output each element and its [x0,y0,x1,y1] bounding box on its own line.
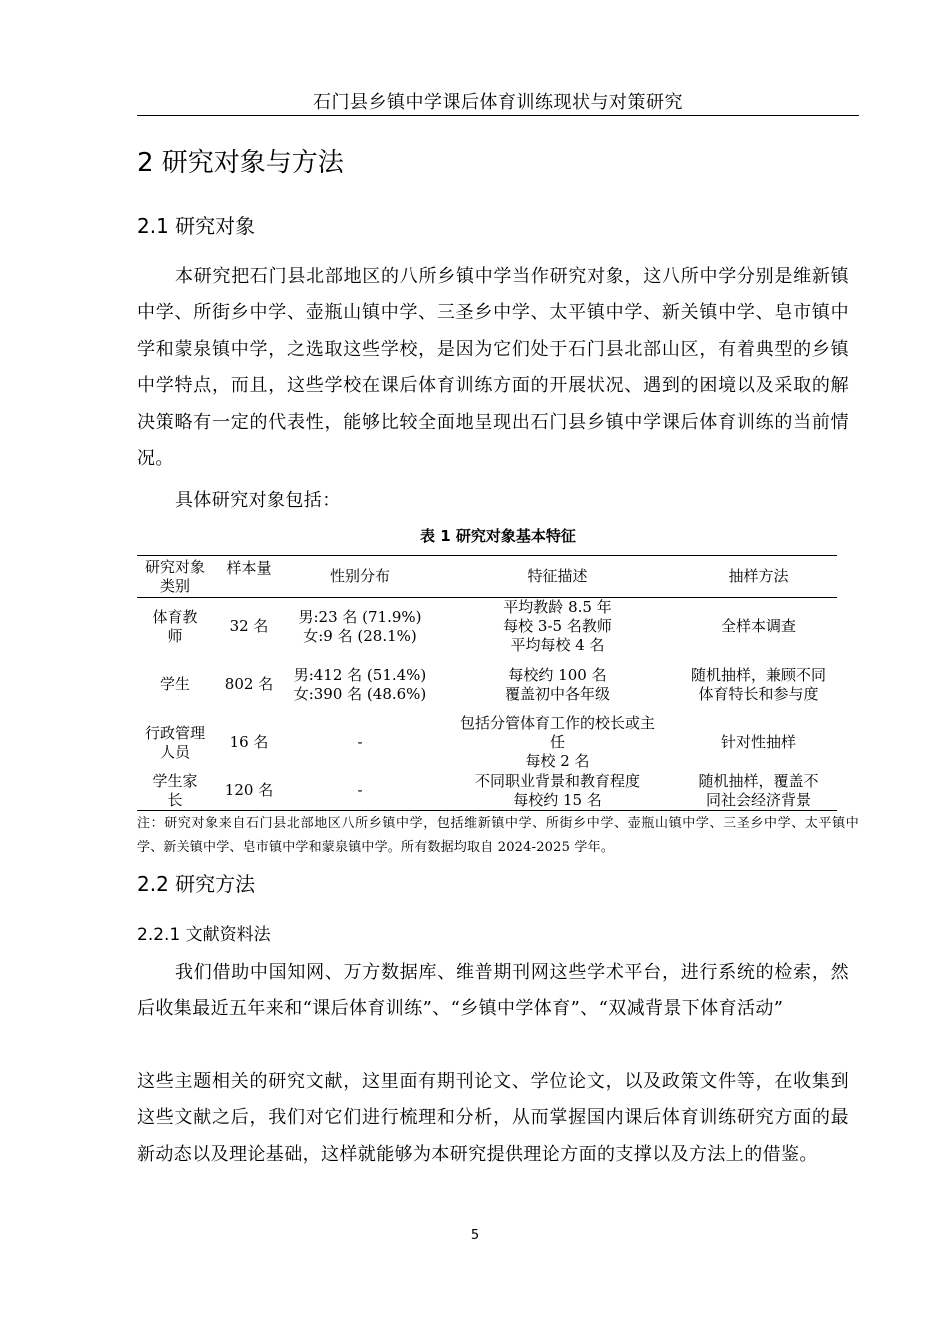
cell-sample: 32 名 [229,617,269,636]
paragraph-lead: 具体研究对象包括： [175,490,341,511]
table-header-row [137,556,837,598]
column-header: 样本量 [213,556,285,598]
cell-gender: - [357,733,363,751]
cell-category: 体育教师 [152,607,198,645]
subsubsection-heading-literature: 2.2.1 文献资料法 [137,925,271,945]
cell-sample: 802 名 [224,675,274,693]
table-row [137,598,837,656]
feature-line: 包括分管体育工作的校长或主任 [459,714,655,751]
subsection-heading-method: 2.2 研究方法 [137,872,256,896]
cell-features [435,714,680,772]
table-row [137,772,837,811]
column-header: 研究对象类别 [137,556,213,598]
gender-line: 男:23 名 (71.9%) [298,607,422,626]
cell-features [435,772,680,811]
feature-line: 平均教龄 8.5 年 [503,598,612,617]
subsection-heading-object: 2.1 研究对象 [137,214,256,238]
feature-line: 每校约 15 名 [513,790,602,809]
column-header: 抽样方法 [680,556,837,598]
feature-line: 每校约 100 名 [508,665,607,684]
feature-line: 覆盖初中各年级 [504,684,610,703]
cell-category: 学生 [159,675,190,693]
cell-gender: - [285,772,435,811]
column-header: 性别分布 [285,556,435,598]
page-number: 5 [470,1228,480,1243]
table-note: 注：研究对象来自石门县北部地区八所乡镇中学，包括维新镇中学、所街乡中学、壶瓶山镇中学、三圣乡中学、太平镇中学、新关镇中学、皂市镇中学和蒙泉镇中学。所有数据均取自 2024-2025 学年。 [137,816,859,855]
section-heading: 2 研究对象与方法 [137,148,344,178]
cell-method: 全样本调查 [720,617,796,636]
table-row [137,714,837,772]
cell-gender [285,656,435,714]
column-header: 特征描述 [435,556,680,598]
cell-gender [285,598,435,656]
table-caption: 表 1 研究对象基本特征 [420,527,576,545]
feature-line: 平均每校 4 名 [510,636,605,655]
cell-method: 随机抽样，覆盖不同社会经济背景 [680,772,837,811]
cell-method: 针对性抽样 [720,733,796,751]
cell-sample: 16 名 [229,733,269,751]
cell-method: 随机抽样，兼顾不同体育特长和参与度 [690,665,826,703]
gender-line: 女:9 名 (28.1%) [303,626,417,645]
feature-line: 每校 2 名 [525,752,590,770]
table-row [137,656,837,714]
paragraph-research-object: 本研究把石门县北部地区的八所乡镇中学当作研究对象，这八所中学分别是维新镇中学、所街乡中学、壶瓶山镇中学、三圣乡中学、太平镇中学、新关镇中学、皂市镇中学和蒙泉镇中学，之选取这些学校，是因为它们处于石门县北部山区，有着典型的乡镇中学特点，而且，这些学校在课后体育训练方面的开展状况、遇到的困境以及采取的解决策略有一定的代表性，能够比较全面地呈现出石门县乡镇中学课后体育训练的当前情况。 [137,266,849,470]
header-rule [137,115,859,116]
paragraph-method-part2: 这些主题相关的研究文献，这里面有期刊论文、学位论文，以及政策文件等，在收集到这些文献之后，我们对它们进行梳理和分析，从而掌握国内课后体育训练研究方面的最新动态以及理论基础，这样就能够为本研究提供理论方面的支撑以及方法上的借鉴。 [137,1071,849,1165]
feature-line: 每校 3-5 名教师 [503,617,612,636]
feature-line: 不同职业背景和教育程度 [474,771,640,790]
cell-category: 学生家长 [137,772,213,811]
research-subjects-table [137,555,837,811]
paragraph-method-part1: 我们借助中国知网、万方数据库、维普期刊网这些学术平台，进行系统的检索，然后收集最近五年来和“课后体育训练”、“乡镇中学体育”、“双减背景下体育活动” [137,962,849,1020]
cell-features [435,598,680,656]
gender-line: 女:390 名 (48.6%) [293,684,427,703]
running-header: 石门县乡镇中学课后体育训练现状与对策研究 [313,92,683,113]
gender-line: 男:412 名 (51.4%) [293,665,427,684]
cell-category: 行政管理人员 [145,723,206,761]
cell-features [435,656,680,714]
cell-sample: 120 名 [213,772,285,811]
